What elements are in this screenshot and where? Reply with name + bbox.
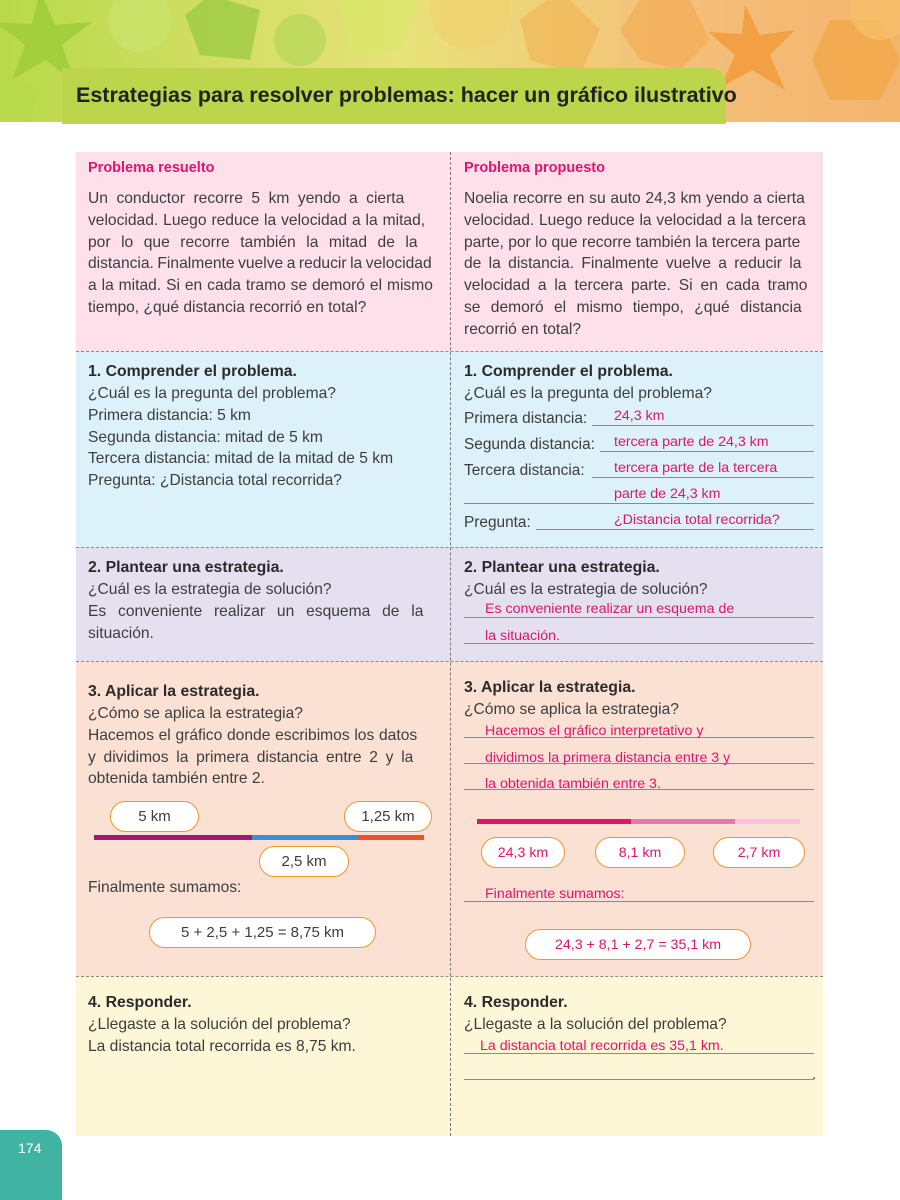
text-line: Es conveniente realizar un esquema de la bbox=[88, 602, 424, 620]
step2-title-right: 2. Plantear una estrategia. bbox=[464, 559, 660, 576]
text-line: y dividimos la primera distancia entre 2 y la bbox=[88, 748, 414, 766]
step1-title: 1. Comprender el problema. bbox=[88, 363, 297, 380]
distance-pill-first: 24,3 km bbox=[481, 837, 565, 868]
strategy-answer-cont: la situación. bbox=[485, 628, 560, 644]
step2-question: ¿Cuál es la estrategia de solución? bbox=[88, 581, 332, 598]
text-line: velocidad a la tercera parte. Si en cada tramo bbox=[464, 277, 808, 295]
text-line: se demoró el mismo tiempo, ¿qué distancia bbox=[464, 298, 802, 316]
step3-left-text bbox=[88, 703, 439, 790]
sum-result-pill: 24,3 + 8,1 + 2,7 = 35,1 km bbox=[525, 929, 751, 960]
text-line: Tercera distancia: mitad de la mitad de 5 km bbox=[88, 450, 394, 468]
text-line: recorrió en total? bbox=[464, 320, 582, 338]
right-column-heading: Problema propuesto bbox=[464, 160, 605, 176]
step1-left-text bbox=[88, 383, 439, 492]
second-distance-answer: tercera parte de 24,3 km bbox=[614, 434, 769, 450]
apply-answer-cont: la obtenida también entre 3. bbox=[485, 776, 661, 792]
distance-pill-third: 1,25 km bbox=[344, 801, 432, 832]
column-divider bbox=[450, 152, 451, 1136]
step4-title-right: 4. Responder. bbox=[464, 994, 568, 1011]
bar-segment-third bbox=[358, 835, 424, 840]
text-line: velocidad. Luego reduce la velocidad a la mitad, bbox=[88, 211, 426, 229]
title-box bbox=[62, 68, 737, 124]
response-answer: La distancia total recorrida es 35,1 km. bbox=[480, 1038, 724, 1054]
text-line: velocidad. Luego reduce la velocidad a la tercera bbox=[464, 211, 806, 229]
apply-answer: Hacemos el gráfico interpretativo y bbox=[485, 723, 704, 739]
text-line: Noelia recorre en su auto 24,3 km yendo a cierta bbox=[464, 190, 805, 207]
strategy-answer: Es conveniente realizar un esquema de bbox=[485, 601, 735, 617]
page-title: Estrategias para resolver problemas: hacer un gráfico ilustrativo bbox=[76, 83, 737, 107]
step4-left-text bbox=[88, 1014, 439, 1058]
step3-title-right: 3. Aplicar la estrategia. bbox=[464, 679, 636, 696]
bar-segment-second bbox=[631, 819, 735, 824]
step1-question: ¿Cuál es la pregunta del problema? bbox=[88, 385, 336, 402]
step2-title: 2. Plantear una estrategia. bbox=[88, 559, 284, 576]
problem-left-text bbox=[88, 188, 439, 319]
distance-pill-third: 2,7 km bbox=[713, 837, 805, 868]
step2-question-right: ¿Cuál es la estrategia de solución? bbox=[464, 581, 708, 598]
bar-segment-first bbox=[477, 819, 631, 824]
text-line: a la mitad. Si en cada tramo se demoró el mismo bbox=[88, 277, 433, 295]
text-line: Pregunta: ¿Distancia total recorrida? bbox=[88, 472, 342, 490]
first-distance-label: Primera distancia: bbox=[464, 410, 588, 427]
step3-title: 3. Aplicar la estrategia. bbox=[88, 683, 260, 700]
left-column-heading: Problema resuelto bbox=[88, 160, 215, 176]
text-line: Hacemos el gráfico donde escribimos los datos bbox=[88, 726, 418, 744]
step4-title: 4. Responder. bbox=[88, 994, 192, 1011]
step1-question-right: ¿Cuál es la pregunta del problema? bbox=[464, 385, 712, 402]
bar-segment-first bbox=[94, 835, 252, 840]
problem-right-text bbox=[464, 188, 814, 341]
text-line: de la distancia. Finalmente vuelve a reducir la bbox=[464, 255, 802, 273]
text-line: obtenida también entre 2. bbox=[88, 770, 265, 788]
page-number: 174 bbox=[18, 1140, 42, 1156]
sum-label-right: Finalmente sumamos: bbox=[485, 886, 625, 902]
text-line: Un conductor recorre 5 km yendo a cierta bbox=[88, 190, 405, 207]
sum-result-pill: 5 + 2,5 + 1,25 = 8,75 km bbox=[149, 917, 376, 948]
step2-left-text bbox=[88, 579, 439, 644]
text-line: parte, por lo que recorre también la tercera parte bbox=[464, 233, 801, 251]
distance-pill-first: 5 km bbox=[110, 801, 199, 832]
bar-segment-second bbox=[252, 835, 358, 840]
step3-question: ¿Cómo se aplica la estrategia? bbox=[88, 705, 303, 722]
second-distance-label: Segunda distancia: bbox=[464, 436, 595, 453]
text-line: situación. bbox=[88, 624, 154, 642]
step4-answer: La distancia total recorrida es 8,75 km. bbox=[88, 1037, 356, 1055]
end-mark: . bbox=[812, 1066, 817, 1083]
distance-pill-second: 8,1 km bbox=[595, 837, 685, 868]
third-distance-label: Tercera distancia: bbox=[464, 462, 585, 479]
question-answer: ¿Distancia total recorrida? bbox=[614, 512, 780, 528]
text-line: por lo que recorre también la mitad de la bbox=[88, 233, 418, 251]
step1-title-right: 1. Comprender el problema. bbox=[464, 363, 673, 380]
third-distance-answer: tercera parte de la tercera bbox=[614, 460, 778, 476]
text-line: Segunda distancia: mitad de 5 km bbox=[88, 428, 323, 446]
step4-question: ¿Llegaste a la solución del problema? bbox=[88, 1016, 351, 1033]
distance-pill-second: 2,5 km bbox=[259, 846, 349, 877]
text-line: tiempo, ¿qué distancia recorrió en total? bbox=[88, 298, 367, 316]
text-line: distancia. Finalmente vuelve a reducir la velocidad bbox=[88, 255, 432, 273]
step3-question-right: ¿Cómo se aplica la estrategia? bbox=[464, 701, 679, 718]
question-label: Pregunta: bbox=[464, 514, 531, 531]
sum-label: Finalmente sumamos: bbox=[88, 879, 242, 896]
response-field-cont[interactable] bbox=[464, 1058, 814, 1080]
third-distance-answer-cont: parte de 24,3 km bbox=[614, 486, 721, 502]
first-distance-answer: 24,3 km bbox=[614, 408, 665, 424]
step4-question-right: ¿Llegaste a la solución del problema? bbox=[464, 1016, 727, 1033]
bar-segment-third bbox=[735, 819, 800, 824]
text-line: Primera distancia: 5 km bbox=[88, 406, 251, 424]
apply-answer-cont: dividimos la primera distancia entre 3 y bbox=[485, 750, 731, 766]
